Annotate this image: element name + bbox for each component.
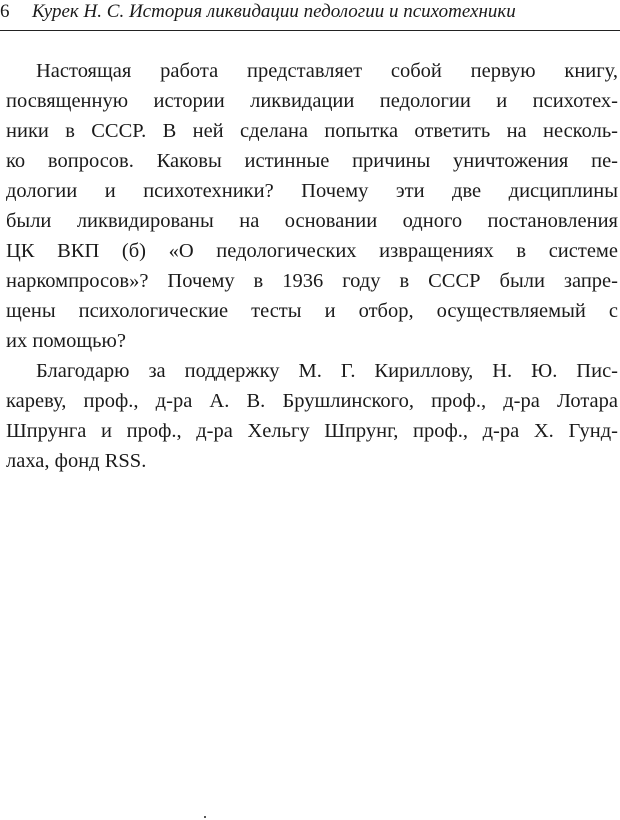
paragraph-1 bbox=[6, 56, 618, 356]
text-line: посвященную истории ликвидации педологии и психотех- bbox=[6, 90, 618, 112]
text-line: их помощью? bbox=[6, 330, 126, 352]
text-line: щены психологические тесты и отбор, осуществляемый с bbox=[6, 300, 618, 322]
text-line: наркомпросов»? Почему в 1936 году в СССР были запре- bbox=[6, 270, 618, 292]
text-line: были ликвидированы на основании одного постановления bbox=[6, 210, 618, 232]
running-header bbox=[0, 0, 620, 31]
page-number: 6 bbox=[0, 1, 10, 22]
text-line: Благодарю за поддержку М. Г. Кириллову, Н. Ю. Пис- bbox=[36, 360, 618, 382]
text-line: Настоящая работа представляет собой первую книгу, bbox=[36, 60, 618, 82]
text-line: дологии и психотехники? Почему эти две дисциплины bbox=[6, 180, 618, 202]
text-line: лаха, фонд RSS. bbox=[6, 450, 147, 472]
body-text bbox=[6, 56, 618, 476]
text-line: ко вопросов. Каковы истинные причины уничтожения пе- bbox=[6, 150, 618, 172]
text-line: кареву, проф., д-ра А. В. Брушлинского, проф., д-ра Лотара bbox=[6, 390, 618, 412]
paragraph-2 bbox=[6, 356, 618, 476]
text-line: ЦК ВКП (б) «О педологических извращениях в системе bbox=[6, 240, 618, 262]
running-head-title: Курек Н. С. История ликвидации педологии и психотехники bbox=[32, 1, 516, 22]
scan-speck bbox=[204, 816, 206, 818]
text-line: ники в СССР. В ней сделана попытка ответить на несколь- bbox=[6, 120, 618, 142]
text-line: Шпрунга и проф., д-ра Хельгу Шпрунг, проф., д-ра Х. Гунд- bbox=[6, 420, 618, 442]
